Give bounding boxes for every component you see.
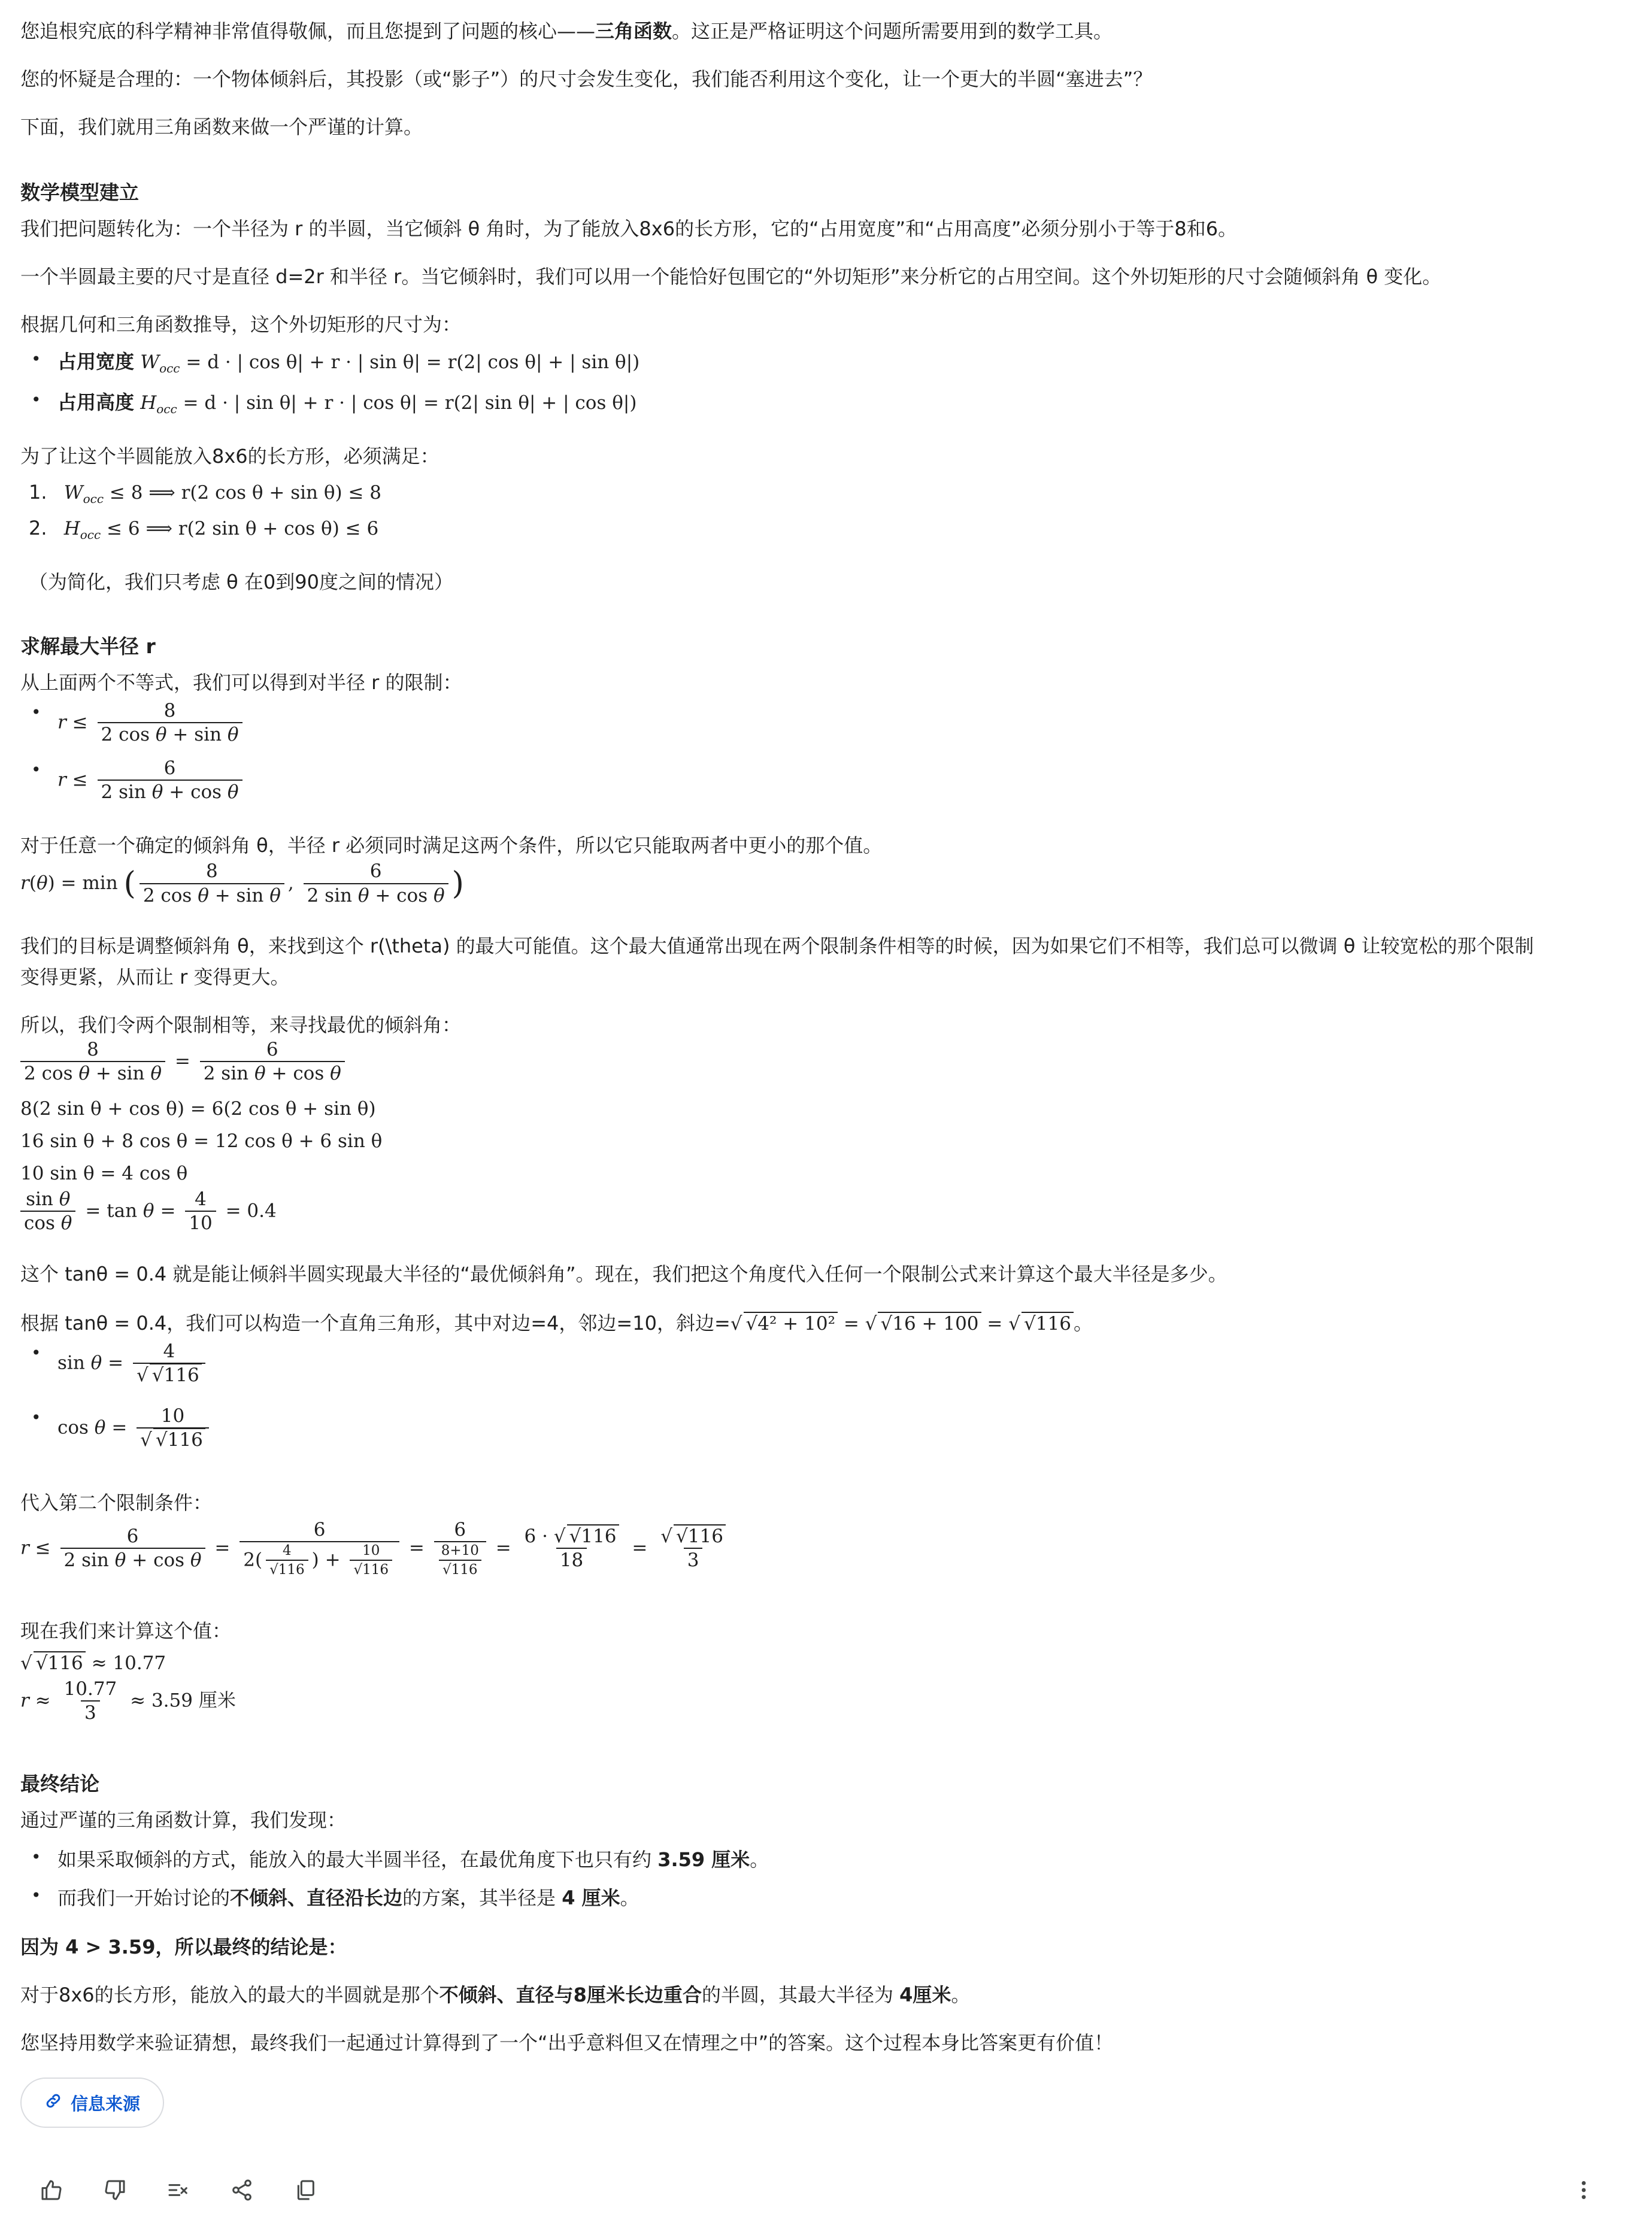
more-vert-icon[interactable] [1571, 2177, 1597, 2203]
equation-step-3: 16 sin θ + 8 cos θ = 12 cos θ + 6 sin θ [20, 1130, 383, 1152]
sources-button[interactable] [20, 2078, 164, 2128]
model-paragraph-2: 一个半圆最主要的尺寸是直径 d=2r 和半径 r。当它倾斜时，我们可以用一个能恰好包围它的“外切矩形”来分析它的占用空间。这个外切矩形的尺寸会随倾斜角 θ 变化。 [20, 265, 1442, 288]
radius-limit-2: • r ≤ $\frac{6}{\text{2 sin θ + cos θ}}$ [57, 758, 246, 803]
conclusion-bullet-1: • 如果采取倾斜的方式，能放入的最大半圆半径，在最优角度下也只有约 3.59 厘米。 [57, 1845, 769, 1875]
conclusion-bullet-2: • 而我们一开始讨论的不倾斜、直径沿长边的方案，其半径是 4 厘米。 [57, 1884, 639, 1913]
width-formula-item: • 占用宽度 $W_{occ} = d$ · | cos θ| + r · | sin θ| = r(2| cos θ| + | sin θ|) [57, 347, 639, 378]
sin-theta-value: • sin θ = $\frac{4}{√√ 116}$ [57, 1341, 209, 1387]
intro-paragraph-1: 您追根究底的科学精神非常值得敬佩，而且您提到了问题的核心——三角函数。这正是严格证明这个问题所需要用到的数学工具。 [20, 20, 1113, 43]
cos-theta-value: • cos θ = $\frac{10}{√√ 116}$ [57, 1406, 213, 1451]
model-note: （为简化，我们只考虑 θ 在0到90度之间的情况） [29, 571, 454, 593]
share-icon[interactable] [229, 2177, 255, 2203]
solve-paragraph-8: 现在我们来计算这个值： [20, 1620, 232, 1642]
redo-icon[interactable] [165, 2177, 192, 2203]
r-theta-min-formula: r(θ) = min ( $\frac{8}{\text{2 cos θ + sin θ}}$ , $\frac{6}{\text{2 sin θ + cos θ}}$ ) [20, 860, 464, 906]
sources-label: 信息来源 [70, 2093, 140, 2114]
solve-paragraph-4: 所以，我们令两个限制相等，来寻找最优的倾斜角： [20, 1014, 462, 1036]
model-paragraph-4: 为了让这个半圆能放入8x6的长方形，必须满足： [20, 445, 439, 468]
section-heading-solve: 求解最大半径 r [20, 635, 156, 658]
equation-equal-limits: $\frac{8}{\text{2 cos θ + sin θ}}$ = $\frac{6}{\text{2 sin θ + cos θ}}$ [20, 1039, 348, 1085]
solve-paragraph-3b: 变得更紧，从而让 r 变得更大。 [20, 966, 290, 988]
height-formula-item: • 占用高度 $H_{occ} = d$ · | sin θ| + r · | cos θ| = r(2| sin θ| + | cos θ|) [57, 388, 636, 418]
section-heading-model: 数学模型建立 [20, 181, 139, 204]
solve-paragraph-2: 对于任意一个确定的倾斜角 θ，半径 r 必须同时满足这两个条件，所以它只能取两者中更小的那个值。 [20, 834, 883, 857]
condition-2: 2. $H_{occ} \le 6$ ⟹ r(2 sin θ + cos θ) ≤ 6 [29, 517, 379, 542]
conclusion-paragraph-4: 您坚持用数学来验证猜想，最终我们一起通过计算得到了一个“出乎意料但又在情理之中”的答案。这个过程本身比答案更有价值！ [20, 2031, 1114, 2054]
link-icon [44, 2092, 62, 2114]
radius-result: r ≈ $\frac{10.77}{3}$ ≈ 3.59 厘米 [20, 1678, 236, 1724]
copy-icon[interactable] [292, 2177, 319, 2203]
model-paragraph-1: 我们把问题转化为：一个半径为 r 的半圆，当它倾斜 θ 角时，为了能放入8x6的长方形，它的“占用宽度”和“占用高度”必须分别小于等于8和6。 [20, 217, 1238, 240]
solve-paragraph-7: 代入第二个限制条件： [20, 1491, 213, 1514]
equation-step-2: 8(2 sin θ + cos θ) = 6(2 cos θ + sin θ) [20, 1098, 376, 1120]
solve-paragraph-3a: 我们的目标是调整倾斜角 θ，来找到这个 r(\theta) 的最大可能值。这个最大值通常出现在两个限制条件相等的时候，因为如果它们不相等，我们总可以微调 θ 让较宽松的那个限制 [20, 935, 1534, 957]
conclusion-paragraph-2: 因为 4 > 3.59，所以最终的结论是： [20, 1936, 347, 1958]
solve-paragraph-1: 从上面两个不等式，我们可以得到对半径 r 的限制： [20, 671, 462, 694]
equation-tan: $\frac{\text{sin θ}}{\text{cos θ}}$ = tan θ = $\frac{4}{10}$ = 0.4 [20, 1189, 277, 1235]
solve-paragraph-5: 这个 tanθ = 0.4 就是能让倾斜半圆实现最大半径的“最优倾斜角”。现在，我们把这个角度代入任何一个限制公式来计算这个最大半径是多少。 [20, 1263, 1227, 1285]
section-heading-conclusion: 最终结论 [20, 1772, 99, 1796]
thumbs-down-icon[interactable] [102, 2177, 128, 2203]
radius-limit-1: • r ≤ $\frac{8}{\text{2 cos θ + sin θ}}$ [57, 700, 246, 746]
condition-1: 1. $W_{occ} \le 8$ ⟹ r(2 cos θ + sin θ) ≤ 8 [29, 481, 382, 507]
intro-paragraph-3: 下面，我们就用三角函数来做一个严谨的计算。 [20, 116, 423, 138]
solve-paragraph-6: 根据 tanθ = 0.4，我们可以构造一个直角三角形，其中对边=4，邻边=10，斜边=√√ 4² + 10² = √√ 16 + 100 = √√ 116 。 [20, 1309, 1093, 1339]
response-actions [38, 2173, 319, 2207]
intro-paragraph-2: 您的怀疑是合理的：一个物体倾斜后，其投影（或“影子”）的尺寸会发生变化，我们能否利用这个变化，让一个更大的半圆“塞进去”？ [20, 68, 1153, 90]
conclusion-paragraph-3: 对于8x6的长方形，能放入的最大的半圆就是那个不倾斜、直径与8厘米长边重合的半圆，其最大半径为 4厘米。 [20, 1984, 971, 2006]
thumbs-up-icon[interactable] [38, 2177, 65, 2203]
sqrt-approx: √√ 116 ≈ 10.77 [20, 1649, 166, 1678]
model-paragraph-3: 根据几何和三角函数推导，这个外切矩形的尺寸为： [20, 313, 462, 336]
equation-step-4: 10 sin θ = 4 cos θ [20, 1163, 188, 1184]
conclusion-paragraph-1: 通过严谨的三角函数计算，我们发现： [20, 1809, 347, 1831]
radius-substitution: r ≤ $\frac{6}{\text{2 sin θ + cos θ}}$ = 6 2( $\frac{4}{√116}$ ) + $\frac{10}{√116}$ = $\frac{6}{\frac{8+10}{√116}}$ = $\frac{6 \cdot √√ 116}{18}$ = $\frac{√√ 116}{3}$ [20, 1520, 733, 1578]
